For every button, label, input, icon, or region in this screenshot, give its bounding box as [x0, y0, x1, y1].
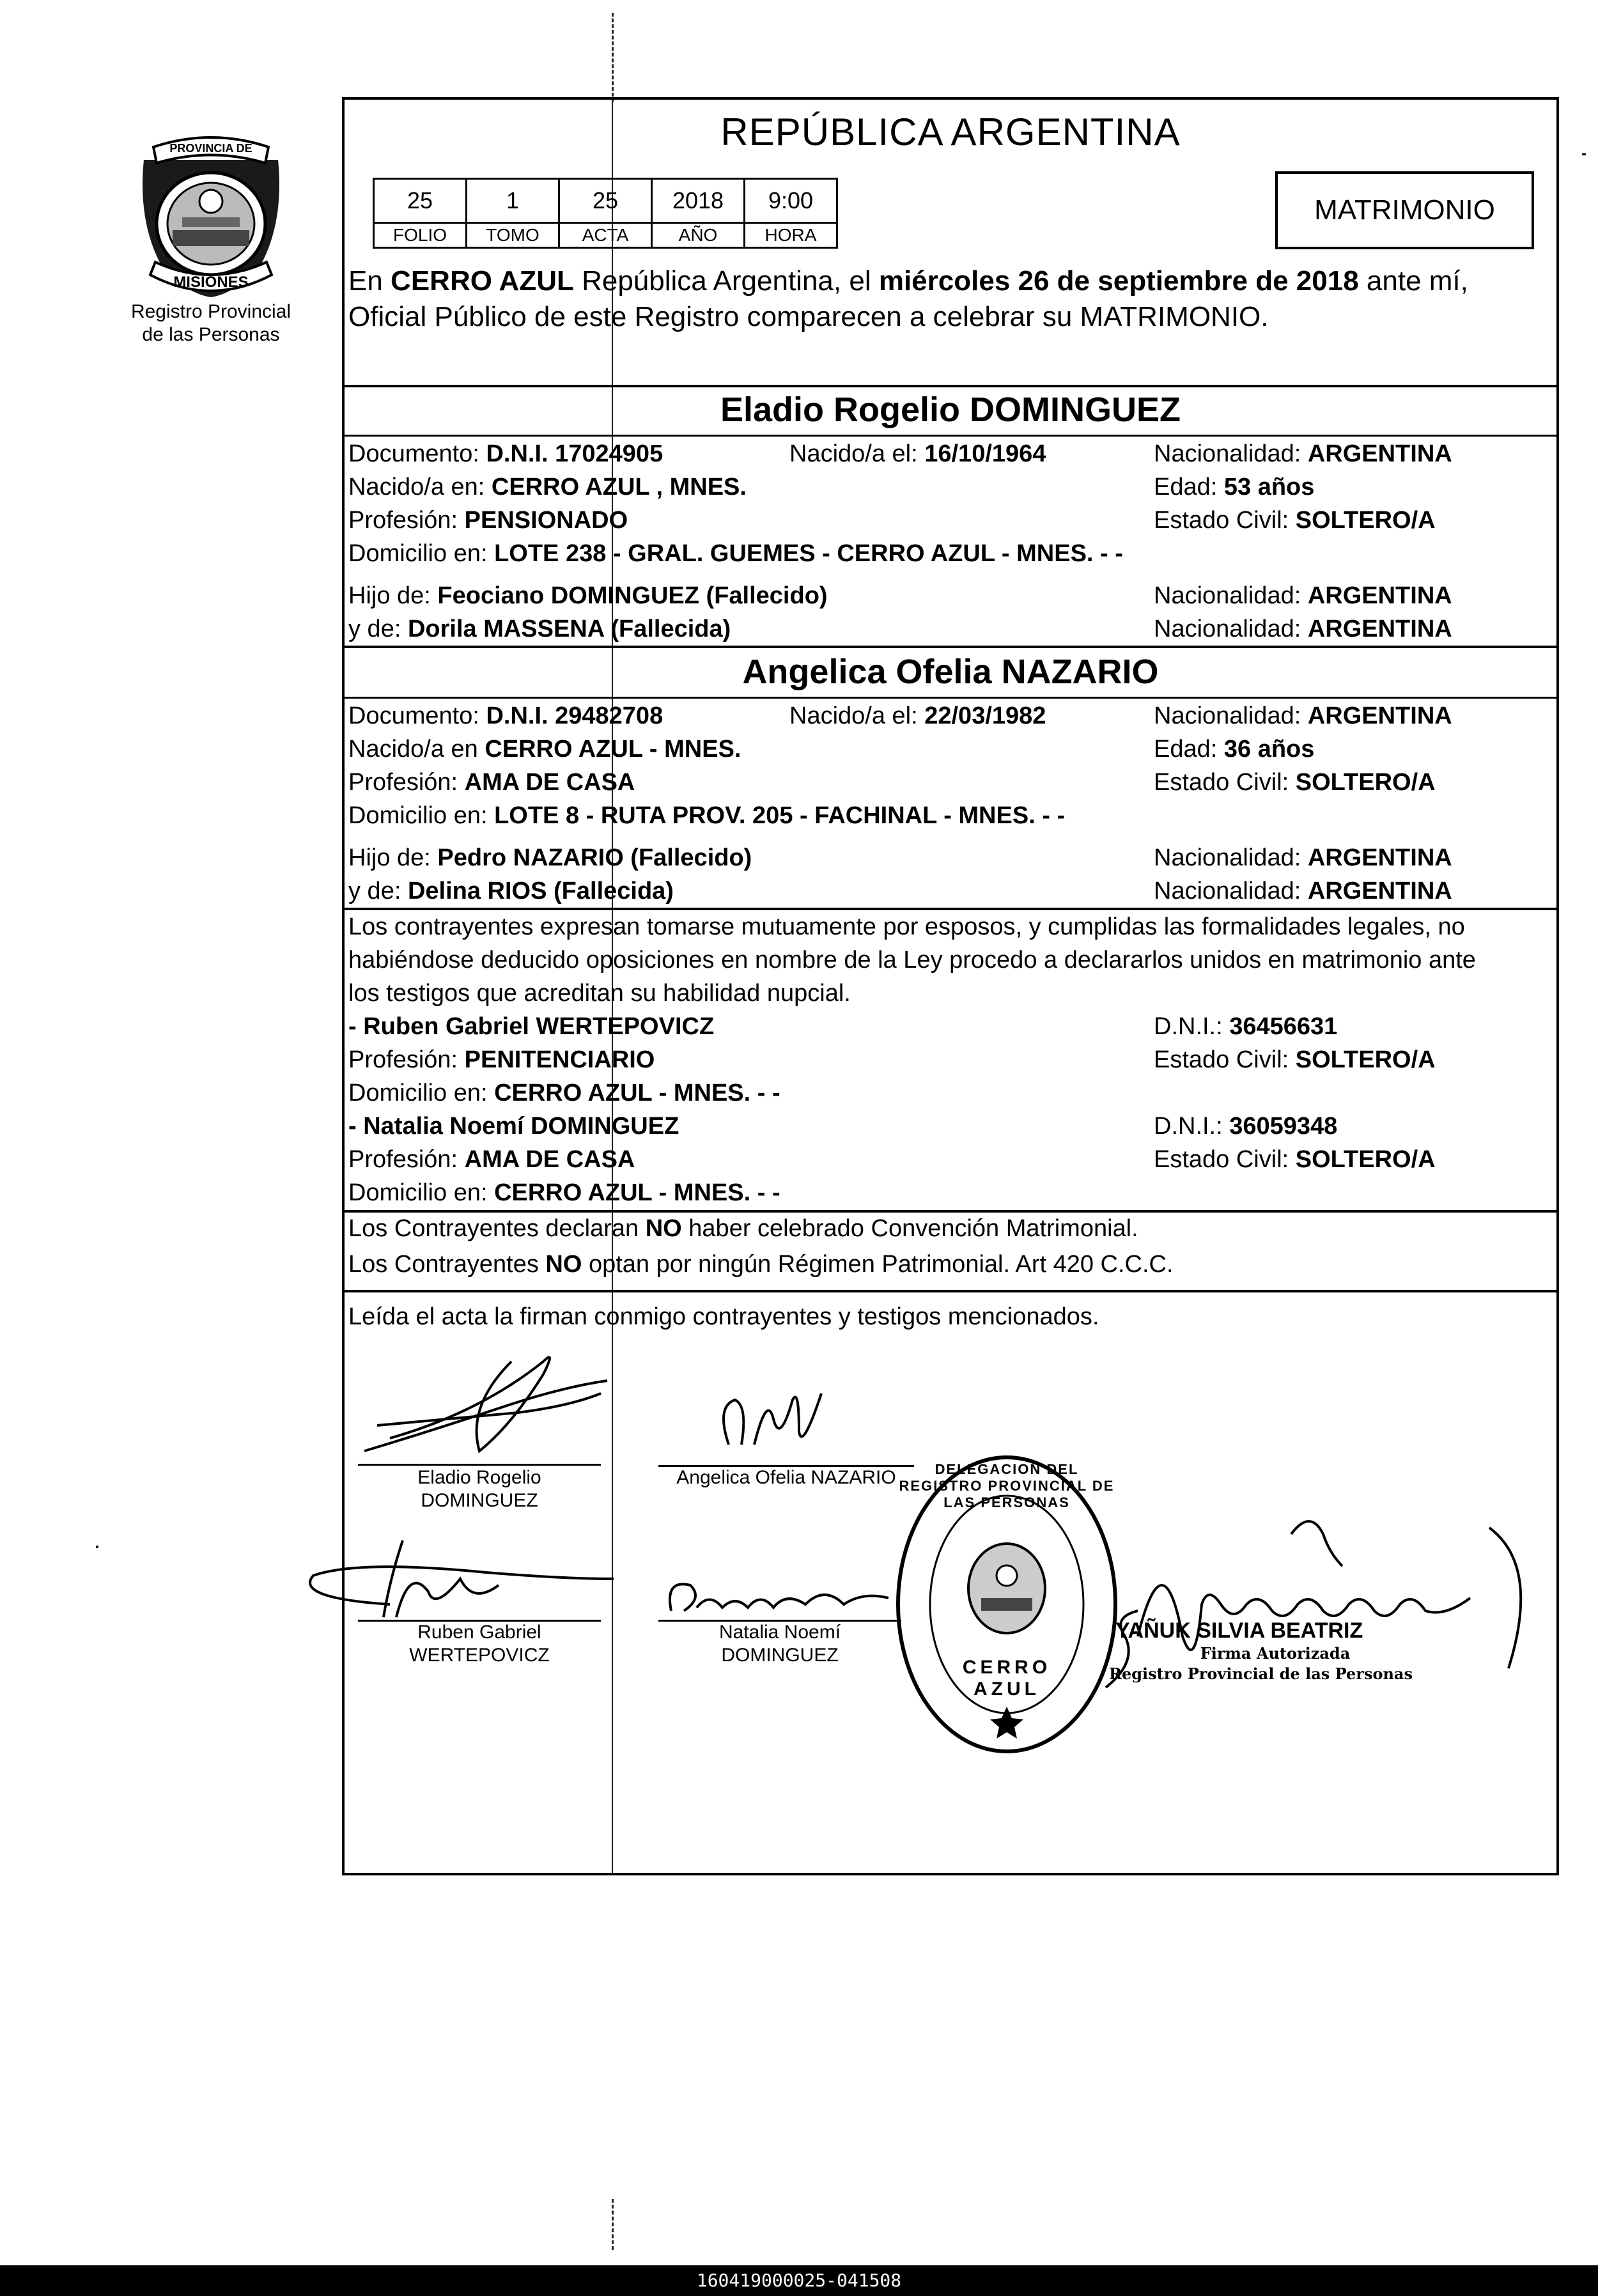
record-type-box: MATRIMONIO	[1275, 171, 1534, 249]
contrayente2-madre: y de: Delina RIOS (Fallecida)	[348, 878, 674, 904]
contrayente1-nacido: Nacido/a el: 16/10/1964	[789, 440, 1046, 467]
scan-fold-line	[612, 2199, 614, 2250]
province-seal-logo	[118, 134, 304, 307]
logo-caption-line1: Registro Provincial	[130, 301, 291, 322]
contrayente2-lugar: Nacido/a en CERRO AZUL - MNES.	[348, 736, 741, 763]
intro-line1	[348, 263, 1556, 299]
contrayente1-domicilio: Domicilio en: LOTE 238 - GRAL. GUEMES - CERRO AZUL - MNES. - -	[348, 540, 1123, 567]
signature-eladio	[352, 1336, 620, 1464]
seal-text-top: PROVINCIA DE	[169, 142, 252, 155]
regimen-line2: Los Contrayentes NO optan por ningún Régimen Patrimonial. Art 420 C.C.C.	[348, 1251, 1174, 1278]
declaration-line2: habiéndose deducido oposiciones en nombre de la Ley procedo a declararlos unidos en matrimonio ante	[348, 947, 1476, 973]
contrayente1-edad: Edad: 53 años	[1154, 474, 1315, 500]
testigo2-estado-civil: Estado Civil: SOLTERO/A	[1154, 1146, 1436, 1173]
signer1-name	[358, 1466, 601, 1512]
section-divider	[342, 646, 1559, 648]
tomo-value: 1	[467, 179, 559, 223]
declaration-paragraph	[348, 910, 1555, 1010]
contrayente2-padre: Hijo de: Pedro NAZARIO (Fallecido)	[348, 844, 752, 871]
testigo1-name: - Ruben Gabriel WERTEPOVICZ	[348, 1013, 715, 1040]
officer-title: Firma Autorizada	[1200, 1644, 1351, 1663]
document-code-bar: 160419000025-041508	[0, 2265, 1598, 2296]
contrayente2-nacionalidad: Nacionalidad: ARGENTINA	[1154, 702, 1452, 729]
acta-value: 25	[559, 179, 652, 223]
firmas-intro: Leída el acta la firman conmigo contrayentes y testigos mencionados.	[348, 1303, 1099, 1330]
logo-caption	[96, 300, 326, 346]
stamp-center-text: CERRO AZUL	[962, 1657, 1051, 1700]
contrayente1-madre: y de: Dorila MASSENA (Fallecida)	[348, 616, 731, 642]
signature-angelica	[710, 1381, 850, 1464]
contrayente2-padre-nacionalidad: Nacionalidad: ARGENTINA	[1154, 844, 1452, 871]
intro-text: República Argentina, el	[573, 265, 879, 297]
contrayente1-documento: Documento: D.N.I. 17024905	[348, 440, 663, 467]
contrayente2-documento: Documento: D.N.I. 29482708	[348, 702, 663, 729]
anio-label: AÑO	[652, 223, 745, 248]
signer4-line1: Natalia Noemí	[718, 1622, 841, 1643]
testigo2-dni: D.N.I.: 36059348	[1154, 1113, 1338, 1140]
scan-mark	[96, 1546, 98, 1548]
intro-paragraph	[348, 263, 1556, 335]
intro-line2: Oficial Público de este Registro comparecen a celebrar su MATRIMONIO.	[348, 301, 1269, 332]
contrayente1-estado-civil: Estado Civil: SOLTERO/A	[1154, 507, 1436, 534]
section-divider	[342, 697, 1559, 699]
declaration-line1: Los contrayentes expresan tomarse mutuamente por esposos, y cumplidas las formalidades legales, no	[348, 913, 1465, 940]
contrayente2-madre-nacionalidad: Nacionalidad: ARGENTINA	[1154, 878, 1452, 904]
regimen-line1: Los Contrayentes declaran NO haber celebrado Convención Matrimonial.	[348, 1215, 1138, 1242]
record-labels-row	[374, 223, 837, 248]
intro-text: En	[348, 265, 391, 297]
testigo1-estado-civil: Estado Civil: SOLTERO/A	[1154, 1046, 1436, 1073]
intro-date: miércoles 26 de septiembre de 2018	[878, 265, 1359, 297]
contrayente2-nacido: Nacido/a el: 22/03/1982	[789, 702, 1046, 729]
section-divider	[342, 385, 1559, 387]
testigo1-domicilio: Domicilio en: CERRO AZUL - MNES. - -	[348, 1080, 780, 1106]
signer3-line1: Ruben Gabriel	[417, 1622, 541, 1643]
contrayente1-padre-nacionalidad: Nacionalidad: ARGENTINA	[1154, 582, 1452, 609]
intro-place: CERRO AZUL	[391, 265, 574, 297]
folio-label: FOLIO	[374, 223, 467, 248]
scan-fold-line	[612, 13, 614, 102]
seal-text-bottom: MISIONES	[173, 274, 249, 291]
section-divider	[342, 435, 1559, 437]
hora-value: 9:00	[745, 179, 837, 223]
signer4-name	[658, 1621, 901, 1667]
declaration-line3: los testigos que acreditan su habilidad nupcial.	[348, 980, 851, 1007]
testigo1-profesion: Profesión: PENITENCIARIO	[348, 1046, 655, 1073]
testigo2-profesion: Profesión: AMA DE CASA	[348, 1146, 635, 1173]
anio-value: 2018	[652, 179, 745, 223]
contrayente2-name: Angelica Ofelia NAZARIO	[742, 653, 1159, 691]
intro-text: ante mí,	[1358, 265, 1468, 297]
contrayente1-name: Eladio Rogelio DOMINGUEZ	[720, 391, 1181, 429]
signer2-name: Angelica Ofelia NAZARIO	[676, 1467, 896, 1488]
contrayente2-edad: Edad: 36 años	[1154, 736, 1315, 763]
document-title: REPÚBLICA ARGENTINA	[720, 111, 1181, 153]
signer1-line1: Eladio Rogelio	[417, 1467, 541, 1488]
signer1-line2: DOMINGUEZ	[421, 1490, 538, 1511]
testigo1-dni: D.N.I.: 36456631	[1154, 1013, 1338, 1040]
signer4-line2: DOMINGUEZ	[721, 1645, 839, 1666]
folio-value: 25	[374, 179, 467, 223]
hora-label: HORA	[745, 223, 837, 248]
record-reference-table	[373, 178, 838, 249]
contrayente1-padre: Hijo de: Feociano DOMINGUEZ (Fallecido)	[348, 582, 828, 609]
tomo-label: TOMO	[467, 223, 559, 248]
officer-name: YAÑUK SILVIA BEATRIZ	[1115, 1618, 1363, 1643]
scan-mark	[1582, 153, 1586, 155]
contrayente1-nacionalidad: Nacionalidad: ARGENTINA	[1154, 440, 1452, 467]
testigo2-name: - Natalia Noemí DOMINGUEZ	[348, 1113, 679, 1140]
signer3-name	[358, 1621, 601, 1667]
section-divider	[342, 1290, 1559, 1292]
contrayente1-profesion: Profesión: PENSIONADO	[348, 507, 628, 534]
contrayente1-madre-nacionalidad: Nacionalidad: ARGENTINA	[1154, 616, 1452, 642]
contrayente2-profesion: Profesión: AMA DE CASA	[348, 769, 635, 796]
record-values-row	[374, 179, 837, 223]
signer3-line2: WERTEPOVICZ	[409, 1645, 550, 1666]
contrayente2-estado-civil: Estado Civil: SOLTERO/A	[1154, 769, 1436, 796]
acta-label: ACTA	[559, 223, 652, 248]
logo-caption-line2: de las Personas	[142, 324, 280, 345]
signature-line	[358, 1464, 601, 1466]
contrayente1-lugar: Nacido/a en: CERRO AZUL , MNES.	[348, 474, 747, 500]
stamp-ring-text: DELEGACION DEL REGISTRO PROVINCIAL DE LAS PERSONAS	[899, 1461, 1115, 1510]
testigo2-domicilio: Domicilio en: CERRO AZUL - MNES. - -	[348, 1179, 780, 1206]
contrayente2-domicilio: Domicilio en: LOTE 8 - RUTA PROV. 205 - FACHINAL - MNES. - -	[348, 802, 1066, 829]
signature-natalia	[658, 1572, 901, 1624]
officer-org: Registro Provincial de las Personas	[1109, 1664, 1413, 1683]
